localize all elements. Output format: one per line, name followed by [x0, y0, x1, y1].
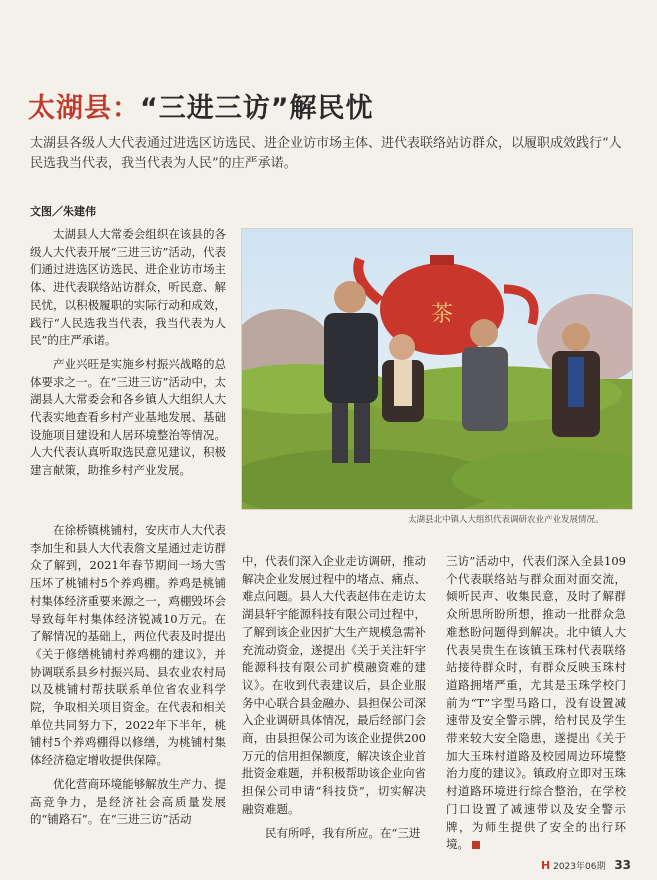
paragraph: 在徐桥镇桃铺村，安庆市人大代表李加生和县人大代表詹文星通过走访群众了解到，2021年春节期间一场大雪压坏了桃铺村5个养鸡棚。养鸡是桃铺村集体经济重要来源之一，鸡棚毁坏会导致每年村集体经济锐减10万元。在了解情况的基础上，两位代表及时提出《关于修缮桃铺村养鸡棚的建议》，并协调联系县乡村振兴局、县农业农村局以及桃铺村帮扶联系单位省农业科学院，争取相关项目资金。在代表和相关单位共同努力下，2022年下半年，桃铺村5个养鸡棚得以修缮，为桃铺村集体经济稳定增收提供保障。 [30, 523, 226, 768]
paragraph: 民有所呼，我有所应。在“三进 [265, 825, 421, 840]
title-place: 太湖县： [28, 93, 140, 124]
title-headline: “三进三访”解民忧 [140, 93, 374, 124]
article-photo [241, 228, 633, 510]
article-lead: 太湖县各级人大代表通过进选区访选民、进企业访市场主体、进代表联络站访群众，以履职成效践行“人民选我当代表，我当代表为人民”的庄严承诺。 [30, 136, 622, 171]
photo-caption: 太湖县北中镇人大组织代表调研农业产业发展情况。 [408, 515, 604, 525]
magazine-logo: H [541, 859, 551, 872]
end-of-article-mark [472, 841, 480, 849]
issue-label: 2023年06期 [553, 862, 606, 872]
text-column-2 [242, 553, 426, 848]
text-column-1-bottom [30, 522, 226, 835]
paragraph: 三访”活动中，代表们深入全县109个代表联络站与群众面对面交流，倾听民声、收集民意，及时了解群众所思所盼所想，推动一批群众急难愁盼问题得到解决。北中镇人大代表吴贵生在该镇玉珠村代表联络站接待群众时，有群众反映玉珠村道路拥堵严重，尤其是玉珠学校门前为“T”字型马路口，没有设置减速带及安全警示牌，给村民及学生带来较大安全隐患，遂提出《关于加大玉珠村道路及校园周边环境整治力度的建议》。镇政府立即对玉珠村道路环境进行综合整治，在学校门口设置了减速带以及安全警示牌，为师生提供了安全的出行环境。 [446, 554, 626, 852]
page-footer [541, 858, 631, 872]
article-title [28, 86, 374, 125]
article-byline: 文图／朱建伟 [30, 205, 96, 218]
paragraph: 中，代表们深入企业走访调研，推动解决企业发展过程中的堵点、痛点、难点问题。县人大代表赵伟在走访太湖县轩宇能源科技有限公司过程中，了解到该企业因扩大生产规模急需补充流动资金，遂提出《关于关注轩宇能源科技有限公司扩模融资难的建议》。在收到代表建议后，县企业服务中心联合县金融办、县担保公司深入企业调研具体情况，最后经部门会商，由县担保公司为该企业提供200万元的信用担保额度，解决该企业首批资金难题，并积极帮助该企业向省担保公司申请“科技贷”，切实解决融资难题。 [242, 554, 426, 816]
paragraph: 优化营商环境能够解放生产力、提高竞争力，是经济社会高质量发展的“铺路石”。在“三进三访”活动 [30, 776, 226, 827]
text-column-3 [446, 553, 626, 860]
page-number: 33 [614, 858, 632, 872]
paragraph: 太湖县人大常委会组织在该县的各级人大代表开展“三进三访”活动，代表们通过进选区访选民、进企业访市场主体、进代表联络站访群众，听民意、解民忧，以积极履职的实际行动和成效，践行“人民选我当代表，我当代表为人民”的庄严承诺。 [30, 227, 226, 348]
svg-text:茶: 茶 [430, 302, 454, 327]
text-column-1-top [30, 226, 226, 486]
paragraph: 产业兴旺是实施乡村振兴战略的总体要求之一。在“三进三访”活动中，太湖县人大常委会和各乡镇人大组织人大代表实地查看乡村产业基地发展、基础设施项目建设和人居环境整治等情况。人大代表认真听取选民意见建议，积极建言献策，助推乡村产业发展。 [30, 356, 226, 478]
photo-illustration [242, 229, 632, 509]
